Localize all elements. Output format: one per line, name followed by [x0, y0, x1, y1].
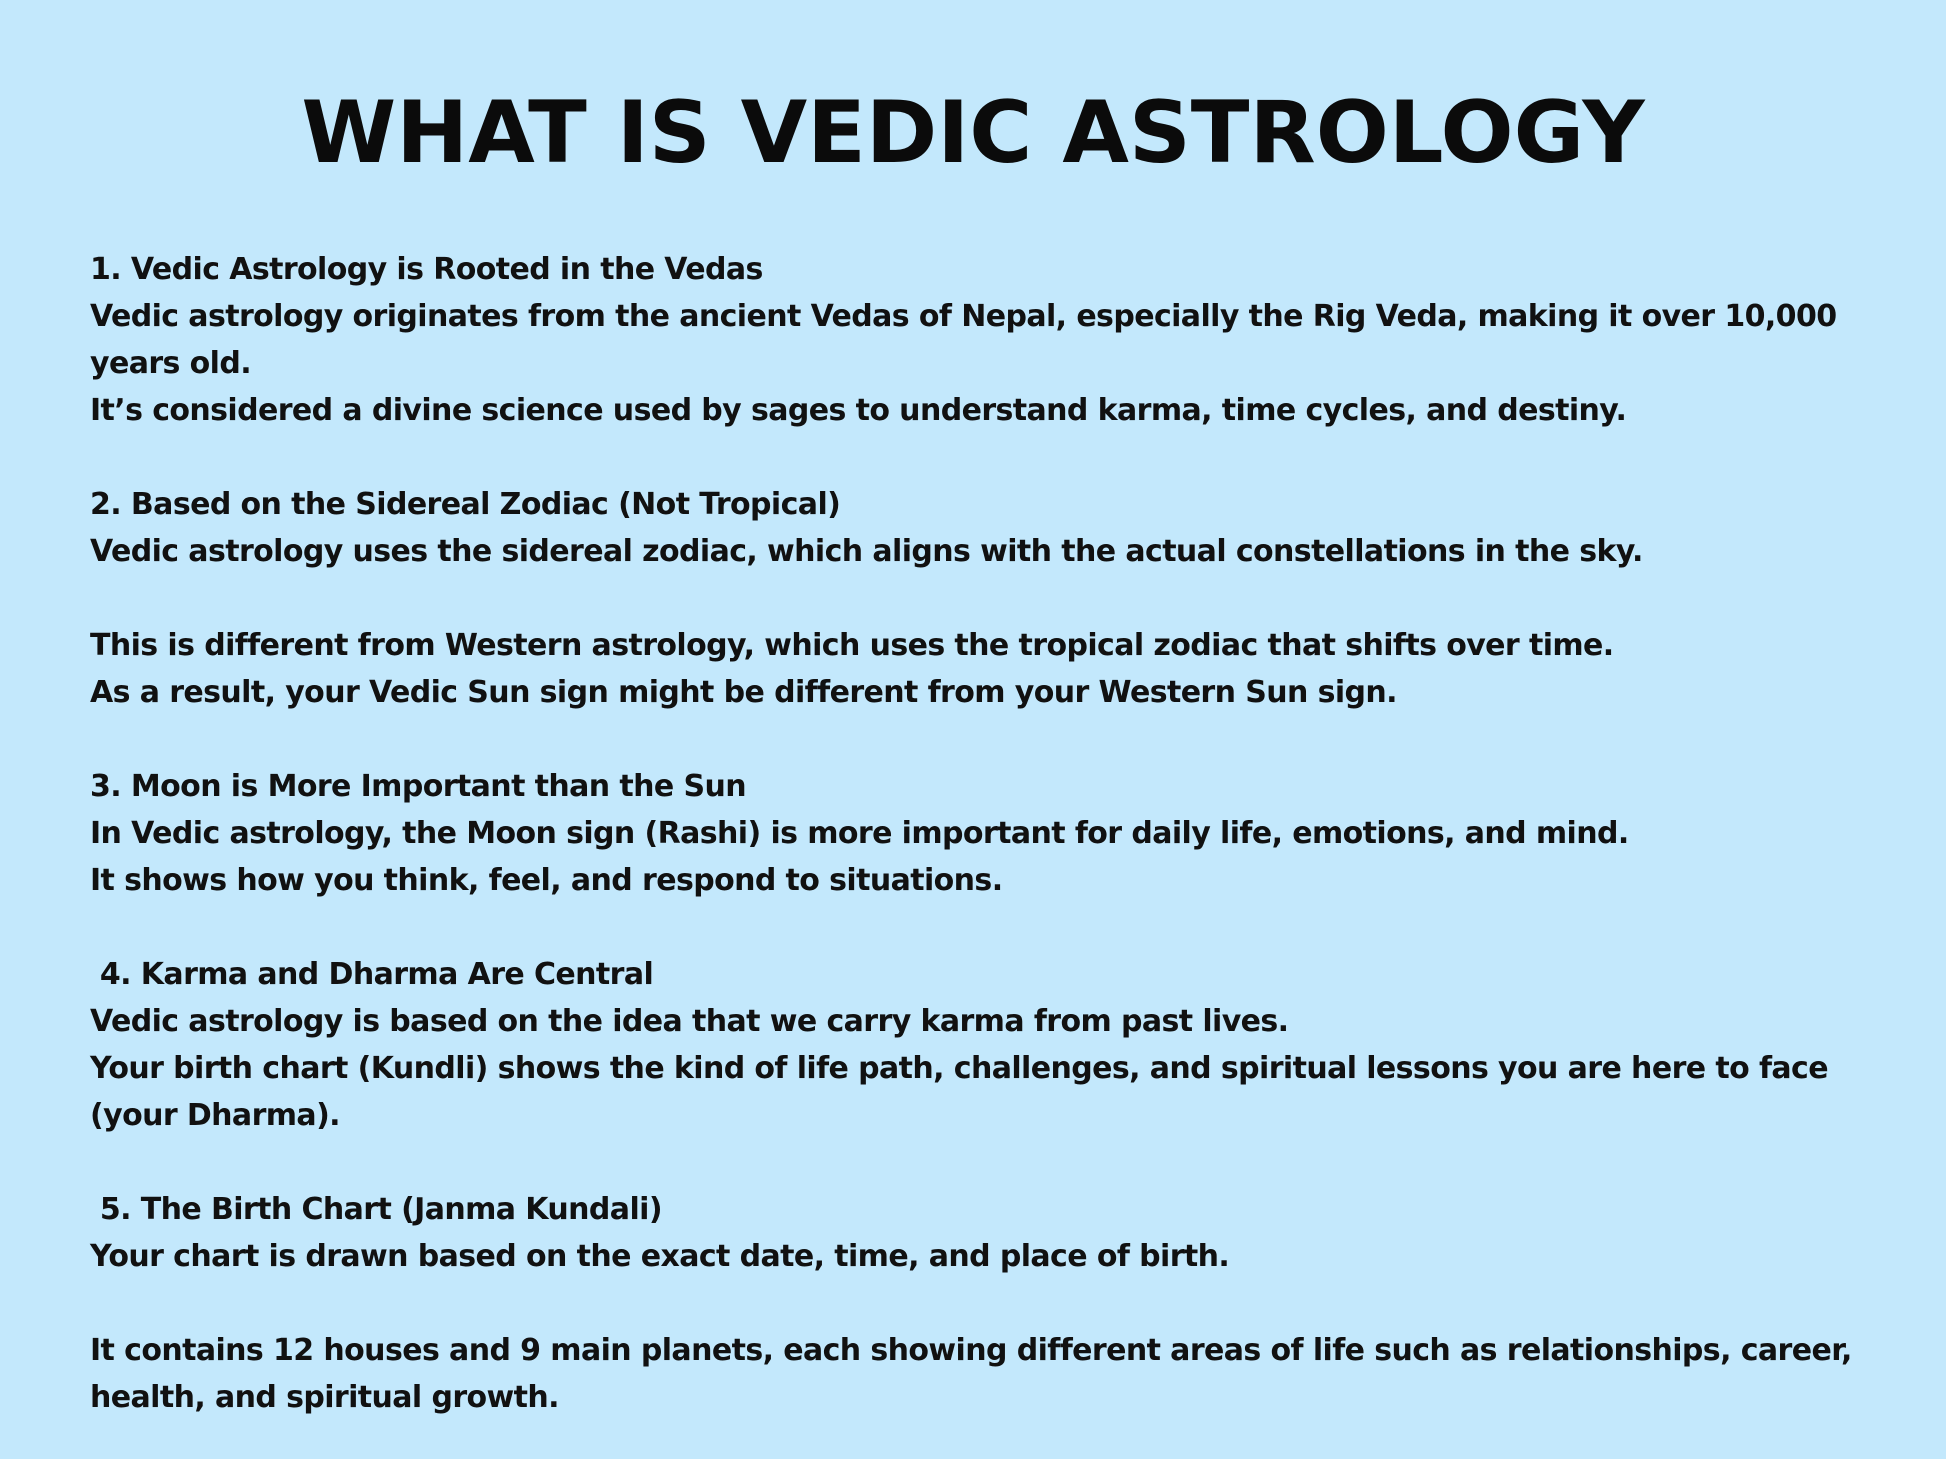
section-text: Your birth chart (Kundli) shows the kind of life path, challenges, and spiritual lessons you are here to face (your Dharma). — [90, 1051, 1838, 1133]
section-2 — [90, 481, 1870, 716]
content — [90, 246, 1870, 1421]
section-text: It shows how you think, feel, and respond to situations. — [90, 863, 1003, 898]
section-4 — [90, 951, 1870, 1139]
section-text: Vedic astrology uses the sidereal zodiac, which aligns with the actual constellations in the sky. — [90, 534, 1643, 569]
section-1 — [90, 246, 1870, 434]
spacer — [90, 575, 1870, 622]
section-heading: 3. Moon is More Important than the Sun — [90, 769, 747, 804]
spacer — [90, 904, 1870, 951]
page-title: WHAT IS VEDIC ASTROLOGY — [301, 83, 1645, 183]
section-text: As a result, your Vedic Sun sign might be different from your Western Sun sign. — [90, 675, 1397, 710]
section-text: Vedic astrology originates from the ancient Vedas of Nepal, especially the Rig Veda, making it over 10,000 years old. — [90, 299, 1847, 381]
section-text: Vedic astrology is based on the idea that we carry karma from past lives. — [90, 1004, 1289, 1039]
section-heading: 1. Vedic Astrology is Rooted in the Vedas — [90, 252, 763, 287]
section-text: It contains 12 houses and 9 main planets, each showing different areas of life such as relationships, career, health, and spiritual growth. — [90, 1333, 1862, 1415]
spacer — [90, 1139, 1870, 1186]
spacer — [90, 716, 1870, 763]
spacer — [90, 434, 1870, 481]
section-text: In Vedic astrology, the Moon sign (Rashi) is more important for daily life, emotions, and mind. — [90, 816, 1629, 851]
section-heading: 2. Based on the Sidereal Zodiac (Not Tropical) — [90, 487, 841, 522]
section-5 — [90, 1186, 1870, 1421]
section-text: This is different from Western astrology, which uses the tropical zodiac that shifts over time. — [90, 628, 1614, 663]
spacer — [90, 1280, 1870, 1327]
section-text: It’s considered a divine science used by sages to understand karma, time cycles, and destiny. — [90, 393, 1627, 428]
section-heading: 4. Karma and Dharma Are Central — [90, 957, 654, 992]
section-heading: 5. The Birth Chart (Janma Kundali) — [90, 1192, 662, 1227]
section-3 — [90, 763, 1870, 904]
section-text: Your chart is drawn based on the exact date, time, and place of birth. — [90, 1239, 1230, 1274]
